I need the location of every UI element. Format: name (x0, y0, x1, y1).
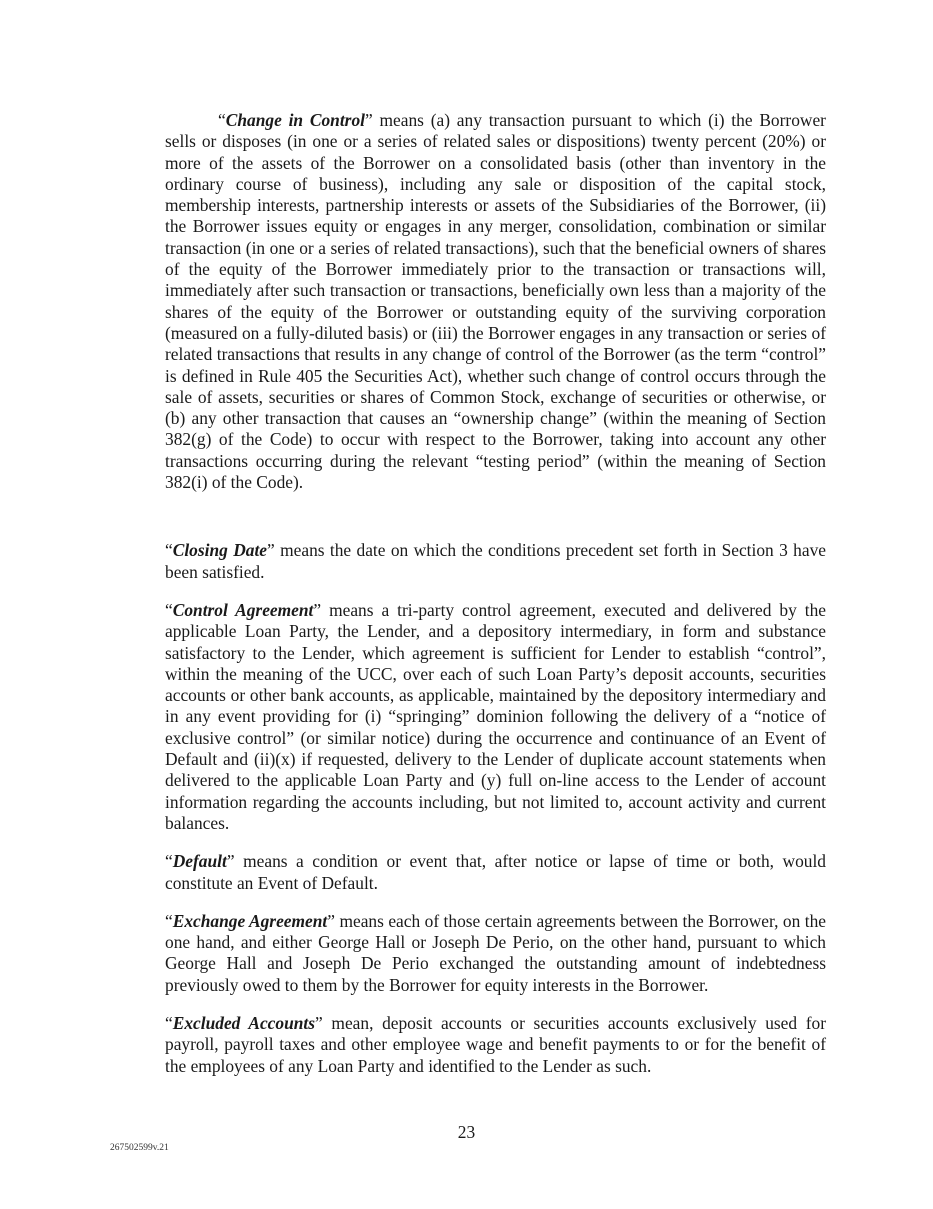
definition-control-agreement (165, 600, 826, 834)
close-quote: ” (313, 599, 322, 620)
open-quote: “ (165, 851, 173, 872)
document-id: 267502599v.21 (110, 1143, 169, 1153)
defined-term: Excluded Accounts (172, 1012, 316, 1033)
defined-term: Change in Control (225, 110, 365, 130)
definition-change-in-control (165, 110, 826, 493)
definition-closing-date (165, 540, 826, 583)
close-quote: ” (364, 110, 373, 130)
page-number: 23 (457, 1122, 476, 1142)
definition-text: means a condition or event that, after notice or lapse of time or both, would constitute an Event of Default. (165, 851, 826, 893)
defined-term: Default (172, 851, 227, 872)
open-quote: “ (165, 540, 173, 561)
close-quote: ” (226, 851, 235, 872)
definition-text: means a tri-party control agreement, executed and delivered by the applicable Loan Party, the Lender, and a depository intermediary, in form and substance satisfactory to the Lender, which agreement is sufficient for Lender to establish “control”, within the meaning of the UCC, over each of such Loan Party’s deposit accounts, securities accounts or other bank accounts, as applicable, maintained by the depository intermediary and in any event providing for (i) “springing” dominion following the delivery of a “notice of exclusive control” (or similar notice) during the occurrence and continuance of an Event of Default and (ii)(x) if requested, delivery to the Lender of duplicate account statements when delivered to the applicable Loan Party and (y) full on-line access to the Lender of account information regarding the accounts including, but not limited to, account activity and current balances. (165, 599, 827, 833)
definition-excluded-accounts (165, 1013, 826, 1077)
close-quote: ” (315, 1012, 323, 1033)
defined-term: Control Agreement (172, 599, 314, 620)
open-quote: “ (165, 1012, 173, 1033)
definition-text: means (a) any transaction pursuant to which (i) the Borrower sells or disposes (in one or a series of related sales or dispositions) twenty percent (20%) or more of the assets of the Borrower on a consolidated basis (other than inventory in the ordinary course of business), including any sale or disposition of the capital stock, membership interests, partnership interests or assets of the Subsidiaries of the Borrower, (ii) the Borrower issues equity or engages in any merger, consolidation, combination or similar transaction (in one or a series of related transactions), such that the beneficial owners of shares of the equity of the Borrower immediately prior to the transaction or transactions will, immediately after such transaction or transactions, beneficially own less than a majority of the shares of the equity of the Borrower or outstanding equity of the surviving corporation (measured on a fully-diluted basis) or (iii) the Borrower engages in any transaction or series of related transactions that results in any change of control of the Borrower (as the term “control” is defined in Rule 405 the Securities Act), whether such change of control occurs through the sale of assets, securities or shares of Common Stock, exchange of securities or otherwise, or (b) any other transaction that causes an “ownership change” (within the meaning of Section 382(g) of the Code) to occur with respect to the Borrower, taking into account any other transactions occurring during the relevant “testing period” (within the meaning of Section 382(i) of the Code). (165, 110, 826, 493)
definition-text: mean, deposit accounts or securities accounts exclusively used for payroll, payroll taxes and other employee wage and benefit payments to or for the benefit of the employees of any Loan Party and identified to the Lender as such. (165, 1012, 826, 1076)
open-quote: “ (165, 910, 173, 931)
defined-term: Closing Date (172, 540, 267, 561)
definitions-section (165, 110, 826, 1077)
definition-text: means each of those certain agreements between the Borrower, on the one hand, and either George Hall or Joseph De Perio, on the other hand, pursuant to which George Hall and Joseph De Perio exchanged the outstanding amount of indebtedness previously owed to them by the Borrower for equity interests in the Borrower. (165, 910, 827, 995)
definition-exchange-agreement (165, 911, 826, 996)
close-quote: ” (327, 910, 335, 931)
definition-default (165, 851, 826, 894)
close-quote: ” (267, 540, 275, 561)
definition-text: means the date on which the conditions precedent set forth in Section 3 have been satisfied. (165, 540, 826, 582)
defined-term: Exchange Agreement (172, 910, 328, 931)
open-quote: “ (165, 599, 173, 620)
open-quote: “ (218, 110, 226, 130)
